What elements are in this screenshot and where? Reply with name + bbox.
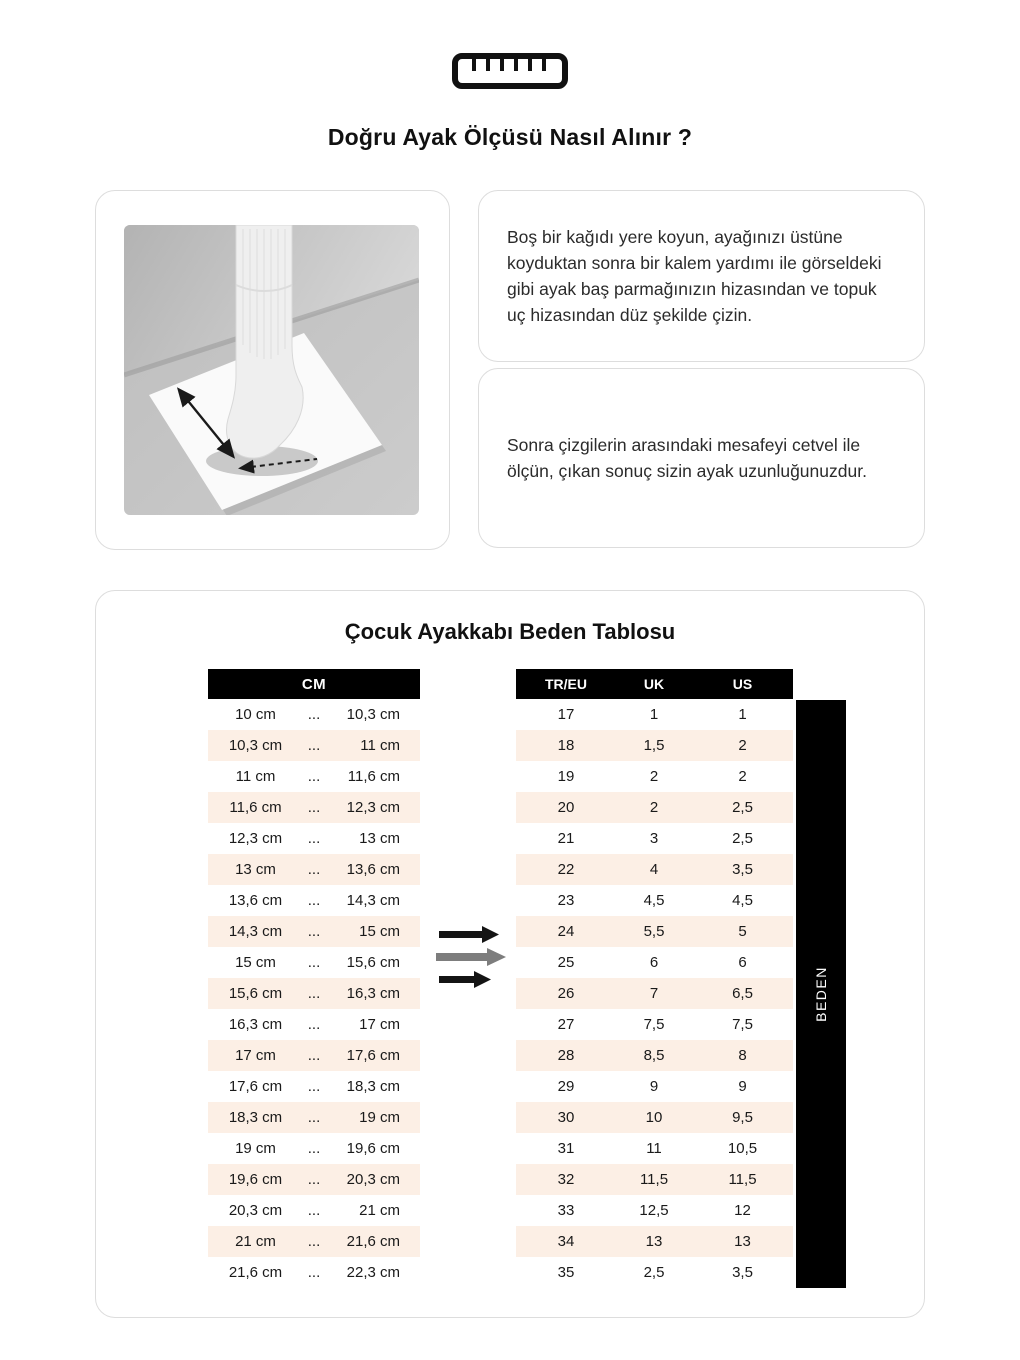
cm-range-from: 11,6 cm bbox=[229, 799, 282, 816]
foot-measure-image-card bbox=[95, 190, 450, 550]
size-tr-eu: 17 bbox=[557, 706, 575, 723]
instruction-box-2 bbox=[478, 368, 925, 548]
ruler-icon bbox=[0, 52, 1020, 90]
size-tr-eu: 23 bbox=[557, 892, 575, 909]
size-table-row bbox=[516, 699, 793, 730]
cm-range-separator: ... bbox=[307, 830, 321, 847]
size-table-row bbox=[516, 1195, 793, 1226]
measure-title: Doğru Ayak Ölçüsü Nasıl Alınır ? bbox=[327, 124, 693, 150]
cm-range-from: 10,3 cm bbox=[228, 737, 283, 754]
size-uk: 5,5 bbox=[643, 923, 665, 940]
cm-range-from: 17,6 cm bbox=[228, 1078, 283, 1095]
cm-range-separator: ... bbox=[307, 954, 321, 971]
size-us: 3,5 bbox=[732, 1264, 753, 1281]
size-us: 3,5 bbox=[732, 861, 753, 878]
size-tr-eu: 33 bbox=[557, 1202, 575, 1219]
cm-table-row bbox=[208, 854, 420, 885]
size-table-row bbox=[516, 761, 793, 792]
size-table-header-us: US bbox=[732, 676, 753, 692]
cm-range-to: 21,6 cm bbox=[346, 1233, 400, 1250]
size-table-row bbox=[516, 947, 793, 978]
instruction-text-1: Boş bir kağıdı yere koyun, ayağınızı üstüne koyduktan sonra bir kalem yardımı ile görseldeki gibi ayak baş parmağınızın hizasından ve topuk uç hizasından düz şekilde çizin. bbox=[507, 226, 882, 326]
cm-range-separator: ... bbox=[307, 1202, 321, 1219]
size-uk: 3 bbox=[649, 830, 659, 847]
cm-table-row bbox=[208, 823, 420, 854]
size-uk: 11,5 bbox=[639, 1171, 669, 1188]
cm-range-from: 14,3 cm bbox=[228, 923, 283, 940]
cm-range-separator: ... bbox=[307, 1140, 321, 1157]
foot-on-paper-photo bbox=[124, 225, 419, 515]
size-table-row bbox=[516, 792, 793, 823]
size-tr-eu: 19 bbox=[557, 768, 575, 785]
cm-range-to: 19,6 cm bbox=[346, 1140, 400, 1157]
cm-table-row bbox=[208, 792, 420, 823]
double-right-arrows-icon bbox=[436, 923, 510, 996]
size-us: 4,5 bbox=[732, 892, 753, 909]
size-us: 8 bbox=[738, 1047, 747, 1064]
cm-range-to: 13,6 cm bbox=[346, 861, 400, 878]
size-us: 6,5 bbox=[732, 985, 753, 1002]
cm-range-separator: ... bbox=[307, 706, 321, 723]
cm-table-row bbox=[208, 699, 420, 730]
cm-range-from: 12,3 cm bbox=[228, 830, 283, 847]
size-uk: 4 bbox=[649, 861, 659, 878]
size-us: 11,5 bbox=[728, 1171, 757, 1188]
size-table-row bbox=[516, 1040, 793, 1071]
cm-range-separator: ... bbox=[307, 1264, 321, 1281]
cm-range-to: 14,3 cm bbox=[346, 892, 400, 909]
cm-table-header: CM bbox=[208, 669, 420, 699]
size-table-row bbox=[516, 1009, 793, 1040]
size-uk: 2 bbox=[649, 799, 659, 816]
cm-table bbox=[208, 669, 420, 1288]
size-tr-eu: 30 bbox=[557, 1109, 575, 1126]
size-uk: 2 bbox=[649, 768, 659, 785]
size-table-row bbox=[516, 1133, 793, 1164]
size-us: 13 bbox=[734, 1233, 751, 1250]
size-us: 1 bbox=[738, 706, 747, 723]
size-uk: 8,5 bbox=[643, 1047, 665, 1064]
size-us: 2,5 bbox=[732, 830, 753, 847]
size-tr-eu: 21 bbox=[557, 830, 575, 847]
size-uk: 9 bbox=[649, 1078, 659, 1095]
size-us: 2,5 bbox=[732, 799, 753, 816]
cm-range-to: 17,6 cm bbox=[346, 1047, 400, 1064]
ruler-icon-svg bbox=[451, 52, 569, 90]
size-table-row bbox=[516, 1071, 793, 1102]
cm-range-to: 21 cm bbox=[359, 1202, 400, 1219]
size-uk: 10 bbox=[645, 1109, 663, 1126]
cm-table-body bbox=[208, 699, 420, 1288]
size-table-row bbox=[516, 1164, 793, 1195]
size-us: 10,5 bbox=[727, 1140, 758, 1157]
size-tr-eu: 18 bbox=[557, 737, 575, 754]
size-tr-eu: 32 bbox=[557, 1171, 575, 1188]
cm-range-from: 18,3 cm bbox=[228, 1109, 283, 1126]
size-us: 2 bbox=[738, 737, 747, 754]
size-us: 7,5 bbox=[732, 1016, 753, 1033]
cm-range-from: 13,6 cm bbox=[228, 892, 283, 909]
cm-range-from: 21,6 cm bbox=[228, 1264, 283, 1281]
cm-range-separator: ... bbox=[307, 861, 321, 878]
size-table-row bbox=[516, 885, 793, 916]
cm-table-row bbox=[208, 730, 420, 761]
cm-range-separator: ... bbox=[307, 1109, 321, 1126]
cm-table-row bbox=[208, 1226, 420, 1257]
cm-range-separator: ... bbox=[307, 892, 321, 909]
size-table-header bbox=[516, 669, 793, 699]
size-table-body bbox=[516, 699, 793, 1288]
cm-range-to: 15,6 cm bbox=[346, 954, 400, 971]
size-us: 9,5 bbox=[732, 1109, 753, 1126]
size-tr-eu: 25 bbox=[557, 954, 575, 971]
cm-table-row bbox=[208, 978, 420, 1009]
cm-table-row bbox=[208, 1009, 420, 1040]
size-table-row bbox=[516, 916, 793, 947]
cm-range-from: 19,6 cm bbox=[228, 1171, 283, 1188]
size-tr-eu: 34 bbox=[557, 1233, 575, 1250]
cm-range-separator: ... bbox=[307, 799, 321, 816]
cm-range-to: 12,3 cm bbox=[346, 799, 400, 816]
cm-range-from: 15 cm bbox=[235, 954, 276, 971]
beden-bar bbox=[796, 700, 846, 1288]
size-tr-eu: 29 bbox=[557, 1078, 575, 1095]
size-tr-eu: 31 bbox=[557, 1140, 575, 1157]
cm-range-separator: ... bbox=[307, 1047, 321, 1064]
size-uk: 1 bbox=[649, 706, 659, 723]
cm-range-from: 15,6 cm bbox=[228, 985, 283, 1002]
cm-range-from: 13 cm bbox=[235, 861, 276, 878]
size-uk: 11 bbox=[646, 1140, 662, 1157]
size-us: 6 bbox=[738, 954, 747, 971]
size-us: 2 bbox=[738, 768, 747, 785]
size-table-header-uk: UK bbox=[643, 676, 665, 692]
size-tr-eu: 24 bbox=[557, 923, 575, 940]
cm-range-separator: ... bbox=[307, 1078, 321, 1095]
size-us: 5 bbox=[738, 923, 747, 940]
size-uk: 6 bbox=[649, 954, 659, 971]
cm-range-to: 17 cm bbox=[359, 1016, 400, 1033]
cm-range-to: 13 cm bbox=[359, 830, 400, 847]
size-table-row bbox=[516, 823, 793, 854]
cm-range-from: 21 cm bbox=[235, 1233, 276, 1250]
instruction-box-1 bbox=[478, 190, 925, 362]
size-uk: 12,5 bbox=[639, 1202, 669, 1219]
cm-range-separator: ... bbox=[307, 1171, 321, 1188]
instruction-text-2: Sonra çizgilerin arasındaki mesafeyi cetvel ile ölçün, çıkan sonuç sizin ayak uzunluğunuzdur. bbox=[507, 434, 867, 481]
size-table-header-tr-eu: TR/EU bbox=[545, 676, 587, 692]
size-tr-eu: 26 bbox=[557, 985, 575, 1002]
cm-range-from: 10 cm bbox=[235, 706, 276, 723]
cm-range-from: 16,3 cm bbox=[228, 1016, 283, 1033]
size-table-row bbox=[516, 1226, 793, 1257]
cm-range-separator: ... bbox=[307, 1016, 321, 1033]
size-uk: 7,5 bbox=[643, 1016, 665, 1033]
cm-range-to: 20,3 cm bbox=[346, 1171, 400, 1188]
cm-range-separator: ... bbox=[307, 768, 321, 785]
cm-range-from: 17 cm bbox=[235, 1047, 276, 1064]
size-uk: 7 bbox=[649, 985, 659, 1002]
cm-table-row bbox=[208, 1133, 420, 1164]
size-tr-eu: 35 bbox=[557, 1264, 575, 1281]
cm-range-to: 11,6 cm bbox=[347, 768, 400, 785]
size-uk: 1,5 bbox=[643, 737, 665, 754]
cm-range-to: 15 cm bbox=[359, 923, 400, 940]
cm-table-row bbox=[208, 1071, 420, 1102]
cm-table-row bbox=[208, 1257, 420, 1288]
cm-range-separator: ... bbox=[307, 737, 321, 754]
cm-range-from: 11 cm bbox=[235, 768, 276, 785]
size-uk: 4,5 bbox=[643, 892, 665, 909]
cm-table-row bbox=[208, 885, 420, 916]
size-tr-eu: 28 bbox=[557, 1047, 575, 1064]
cm-range-separator: ... bbox=[307, 1233, 321, 1250]
cm-table-row bbox=[208, 1195, 420, 1226]
size-us: 9 bbox=[738, 1078, 747, 1095]
cm-table-row bbox=[208, 916, 420, 947]
size-table-row bbox=[516, 978, 793, 1009]
cm-range-to: 10,3 cm bbox=[346, 706, 400, 723]
cm-table-row bbox=[208, 1102, 420, 1133]
cm-range-to: 18,3 cm bbox=[346, 1078, 400, 1095]
cm-range-separator: ... bbox=[307, 985, 321, 1002]
size-tr-eu: 20 bbox=[557, 799, 575, 816]
cm-table-row bbox=[208, 1040, 420, 1071]
size-table-row bbox=[516, 1257, 793, 1288]
size-tr-eu: 27 bbox=[557, 1016, 575, 1033]
size-table-row bbox=[516, 854, 793, 885]
cm-range-to: 19 cm bbox=[359, 1109, 400, 1126]
cm-range-from: 20,3 cm bbox=[228, 1202, 283, 1219]
size-uk: 2,5 bbox=[643, 1264, 665, 1281]
size-us: 12 bbox=[734, 1202, 751, 1219]
cm-table-row bbox=[208, 1164, 420, 1195]
cm-range-from: 19 cm bbox=[235, 1140, 276, 1157]
size-table-row bbox=[516, 1102, 793, 1133]
cm-range-to: 16,3 cm bbox=[346, 985, 400, 1002]
size-chart-card bbox=[95, 590, 925, 1318]
size-table-row bbox=[516, 730, 793, 761]
cm-range-to: 11 cm bbox=[360, 737, 400, 754]
cm-range-separator: ... bbox=[307, 923, 321, 940]
cm-table-row bbox=[208, 947, 420, 978]
size-table bbox=[516, 669, 793, 1288]
cm-table-row bbox=[208, 761, 420, 792]
size-tr-eu: 22 bbox=[557, 861, 575, 878]
cm-range-to: 22,3 cm bbox=[346, 1264, 400, 1281]
beden-label: BEDEN bbox=[813, 966, 830, 1022]
size-chart-title: Çocuk Ayakkabı Beden Tablosu bbox=[344, 619, 676, 644]
size-uk: 13 bbox=[645, 1233, 663, 1250]
